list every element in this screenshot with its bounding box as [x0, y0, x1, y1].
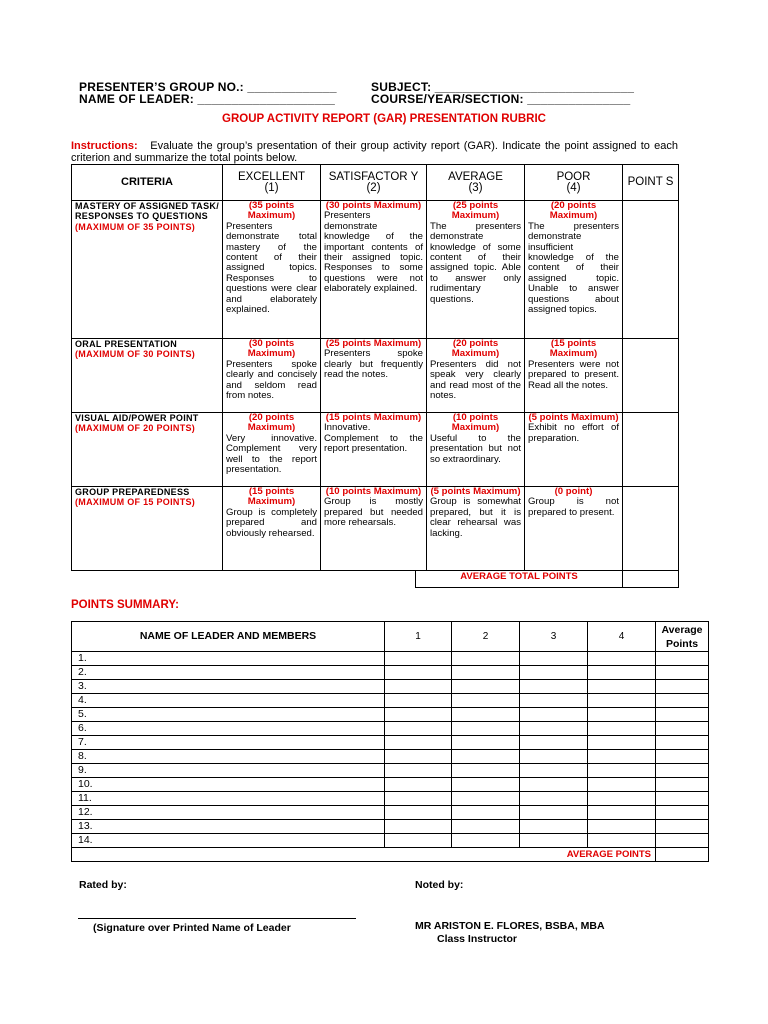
rubric-cell: (15 points Maximum) Presenters were not prepared to present. Read all the notes.	[525, 339, 623, 413]
summary-col-1: 1	[385, 622, 452, 652]
member-number[interactable]: 5.	[72, 708, 385, 722]
score-cell[interactable]	[452, 792, 520, 806]
points-cell[interactable]	[623, 487, 679, 571]
criteria-cell: ORAL PRESENTATION (MAXIMUM OF 30 POINTS)	[72, 339, 223, 413]
score-cell[interactable]	[588, 764, 656, 778]
points-summary-table	[71, 621, 709, 862]
average-cell[interactable]	[656, 750, 709, 764]
col-average: AVERAGE (3)	[427, 165, 525, 201]
rubric-row-mastery	[72, 201, 679, 339]
score-cell[interactable]	[452, 778, 520, 792]
score-cell[interactable]	[385, 834, 452, 848]
rubric-row-preparedness	[72, 487, 679, 571]
rubric-cell: (10 points Maximum) Group is mostly prepared but needed more rehearsals.	[321, 487, 427, 571]
score-cell[interactable]	[452, 680, 520, 694]
summary-row	[72, 750, 709, 764]
score-cell[interactable]	[385, 666, 452, 680]
score-cell[interactable]	[452, 806, 520, 820]
score-cell[interactable]	[520, 806, 588, 820]
signature-line[interactable]	[78, 918, 356, 919]
rubric-cell: (10 points Maximum) Useful to the presentation but not so extraordinary.	[427, 413, 525, 487]
score-cell[interactable]	[520, 694, 588, 708]
average-cell[interactable]	[656, 736, 709, 750]
average-points-label: AVERAGE POINTS	[72, 848, 656, 862]
criteria-cell: MASTERY OF ASSIGNED TASK/ RESPONSES TO QUESTIONS (MAXIMUM OF 35 POINTS)	[72, 201, 223, 339]
member-number[interactable]: 14.	[72, 834, 385, 848]
score-cell[interactable]	[588, 806, 656, 820]
average-cell[interactable]	[656, 722, 709, 736]
summary-average-row	[72, 848, 709, 862]
average-cell[interactable]	[656, 680, 709, 694]
summary-header-row	[72, 622, 709, 652]
average-cell[interactable]	[656, 666, 709, 680]
subject-field: SUBJECT: _____________________________	[371, 80, 635, 94]
leader-name-field: NAME OF LEADER: ____________________	[79, 92, 336, 106]
score-cell[interactable]	[520, 708, 588, 722]
score-cell[interactable]	[452, 652, 520, 666]
average-cell[interactable]	[656, 764, 709, 778]
summary-row	[72, 708, 709, 722]
score-cell[interactable]	[452, 736, 520, 750]
member-number[interactable]: 3.	[72, 680, 385, 694]
rubric-cell: (5 points Maximum) Group is somewhat prepared, but it is clear rehearsal was lacking.	[427, 487, 525, 571]
summary-row	[72, 666, 709, 680]
summary-row	[72, 792, 709, 806]
score-cell[interactable]	[588, 792, 656, 806]
col-points: POINT S	[623, 165, 679, 201]
average-cell[interactable]	[656, 652, 709, 666]
member-number[interactable]: 4.	[72, 694, 385, 708]
course-section-field: COURSE/YEAR/SECTION: _______________	[371, 92, 631, 106]
score-cell[interactable]	[520, 666, 588, 680]
instructions	[71, 140, 678, 164]
noted-by-label: Noted by:	[415, 879, 464, 891]
score-cell[interactable]	[588, 694, 656, 708]
col-satisfactory: SATISFACTOR Y (2)	[321, 165, 427, 201]
document-title: GROUP ACTIVITY REPORT (GAR) PRESENTATION RUBRIC	[222, 113, 546, 125]
score-cell[interactable]	[385, 806, 452, 820]
average-cell[interactable]	[656, 792, 709, 806]
average-cell[interactable]	[656, 834, 709, 848]
average-cell[interactable]	[656, 694, 709, 708]
score-cell[interactable]	[452, 722, 520, 736]
score-cell[interactable]	[520, 834, 588, 848]
group-no-field: PRESENTER’S GROUP NO.: _____________	[79, 80, 337, 94]
summary-row	[72, 806, 709, 820]
col-criteria: CRITERIA	[72, 165, 223, 201]
score-cell[interactable]	[385, 750, 452, 764]
summary-row	[72, 736, 709, 750]
score-cell[interactable]	[588, 820, 656, 834]
average-cell[interactable]	[656, 778, 709, 792]
score-cell[interactable]	[520, 764, 588, 778]
points-cell[interactable]	[623, 201, 679, 339]
rubric-cell: (25 points Maximum) The presenters demonstrate knowledge of some content of their assigned topic. Able to answer only rudimentary questions.	[427, 201, 525, 339]
average-points-value[interactable]	[656, 848, 709, 862]
summary-col-2: 2	[452, 622, 520, 652]
score-cell[interactable]	[385, 694, 452, 708]
rubric-table	[71, 164, 679, 571]
score-cell[interactable]	[385, 764, 452, 778]
member-number[interactable]: 10.	[72, 778, 385, 792]
score-cell[interactable]	[452, 708, 520, 722]
instructor-name: MR ARISTON E. FLORES, BSBA, MBA	[415, 920, 605, 932]
signature-note: (Signature over Printed Name of Leader	[93, 922, 291, 934]
summary-row	[72, 652, 709, 666]
score-cell[interactable]	[588, 750, 656, 764]
summary-row	[72, 834, 709, 848]
score-cell[interactable]	[452, 750, 520, 764]
points-cell[interactable]	[623, 413, 679, 487]
instructor-title: Class Instructor	[437, 933, 517, 945]
score-cell[interactable]	[520, 750, 588, 764]
score-cell[interactable]	[452, 666, 520, 680]
member-number[interactable]: 1.	[72, 652, 385, 666]
rubric-cell: (15 points Maximum) Group is completely prepared and obviously rehearsed.	[223, 487, 321, 571]
instructions-text: Evaluate the group’s presentation of their group activity report (GAR). Indicate the point assigned to each criterion and summarize the total points below.	[71, 140, 678, 164]
score-cell[interactable]	[588, 722, 656, 736]
rubric-cell: (20 points Maximum) The presenters demonstrate insufficient knowledge of the content of their assigned topic. Unable to answer questions about assigned topics.	[525, 201, 623, 339]
rubric-cell: (20 points Maximum) Very innovative. Complement very well to the report presentation.	[223, 413, 321, 487]
score-cell[interactable]	[520, 736, 588, 750]
summary-row	[72, 778, 709, 792]
points-cell[interactable]	[623, 339, 679, 413]
summary-col-average: Average Points	[656, 622, 709, 652]
col-excellent: EXCELLENT (1)	[223, 165, 321, 201]
rubric-cell: (25 points Maximum) Presenters spoke clearly but frequently read the notes.	[321, 339, 427, 413]
score-cell[interactable]	[385, 708, 452, 722]
summary-row	[72, 694, 709, 708]
score-cell[interactable]	[520, 792, 588, 806]
member-number[interactable]: 7.	[72, 736, 385, 750]
points-summary-label: POINTS SUMMARY:	[71, 599, 179, 611]
score-cell[interactable]	[385, 652, 452, 666]
rubric-cell: (30 points Maximum) Presenters spoke clearly and concisely and seldom read from notes.	[223, 339, 321, 413]
score-cell[interactable]	[385, 680, 452, 694]
average-total-label: AVERAGE TOTAL POINTS	[416, 571, 623, 588]
summary-col-name: NAME OF LEADER AND MEMBERS	[72, 622, 385, 652]
score-cell[interactable]	[385, 820, 452, 834]
rubric-cell: (20 points Maximum) Presenters did not speak very clearly and read most of the notes.	[427, 339, 525, 413]
score-cell[interactable]	[588, 778, 656, 792]
score-cell[interactable]	[520, 820, 588, 834]
score-cell[interactable]	[452, 694, 520, 708]
score-cell[interactable]	[385, 736, 452, 750]
rubric-cell: (30 points Maximum) Presenters demonstrate knowledge of the important contents of their assigned topic. Responses to some questions were not elaborately explained.	[321, 201, 427, 339]
rubric-cell: (0 point) Group is not prepared to present.	[525, 487, 623, 571]
rated-by-label: Rated by:	[79, 879, 127, 891]
member-number[interactable]: 11.	[72, 792, 385, 806]
instructions-label: Instructions:	[71, 140, 138, 152]
summary-row	[72, 722, 709, 736]
member-number[interactable]: 2.	[72, 666, 385, 680]
score-cell[interactable]	[452, 764, 520, 778]
criteria-cell: GROUP PREPAREDNESS (MAXIMUM OF 15 POINTS)	[72, 487, 223, 571]
score-cell[interactable]	[588, 666, 656, 680]
summary-col-3: 3	[520, 622, 588, 652]
score-cell[interactable]	[588, 708, 656, 722]
criteria-cell: VISUAL AID/POWER POINT (MAXIMUM OF 20 POINTS)	[72, 413, 223, 487]
score-cell[interactable]	[385, 722, 452, 736]
summary-row	[72, 764, 709, 778]
score-cell[interactable]	[520, 680, 588, 694]
rubric-cell: (5 points Maximum) Exhibit no effort of preparation.	[525, 413, 623, 487]
score-cell[interactable]	[588, 680, 656, 694]
score-cell[interactable]	[520, 778, 588, 792]
member-number[interactable]: 6.	[72, 722, 385, 736]
member-number[interactable]: 12.	[72, 806, 385, 820]
average-total-value[interactable]	[623, 571, 679, 588]
score-cell[interactable]	[385, 778, 452, 792]
score-cell[interactable]	[588, 736, 656, 750]
score-cell[interactable]	[520, 652, 588, 666]
rubric-cell: (15 points Maximum) Innovative. Complement to the report presentation.	[321, 413, 427, 487]
member-number[interactable]: 8.	[72, 750, 385, 764]
score-cell[interactable]	[452, 834, 520, 848]
summary-row	[72, 820, 709, 834]
score-cell[interactable]	[452, 820, 520, 834]
average-total-row	[415, 570, 679, 588]
summary-row	[72, 680, 709, 694]
rubric-row-visual-aid	[72, 413, 679, 487]
member-number[interactable]: 9.	[72, 764, 385, 778]
rubric-header-row	[72, 165, 679, 201]
summary-col-4: 4	[588, 622, 656, 652]
rubric-row-oral	[72, 339, 679, 413]
score-cell[interactable]	[588, 652, 656, 666]
average-cell[interactable]	[656, 806, 709, 820]
score-cell[interactable]	[588, 834, 656, 848]
score-cell[interactable]	[520, 722, 588, 736]
score-cell[interactable]	[385, 792, 452, 806]
average-cell[interactable]	[656, 820, 709, 834]
average-cell[interactable]	[656, 708, 709, 722]
member-number[interactable]: 13.	[72, 820, 385, 834]
col-poor: POOR (4)	[525, 165, 623, 201]
rubric-cell: (35 points Maximum) Presenters demonstrate total mastery of the content of their assigned topics. Responses to questions were clear and elaborately explained.	[223, 201, 321, 339]
